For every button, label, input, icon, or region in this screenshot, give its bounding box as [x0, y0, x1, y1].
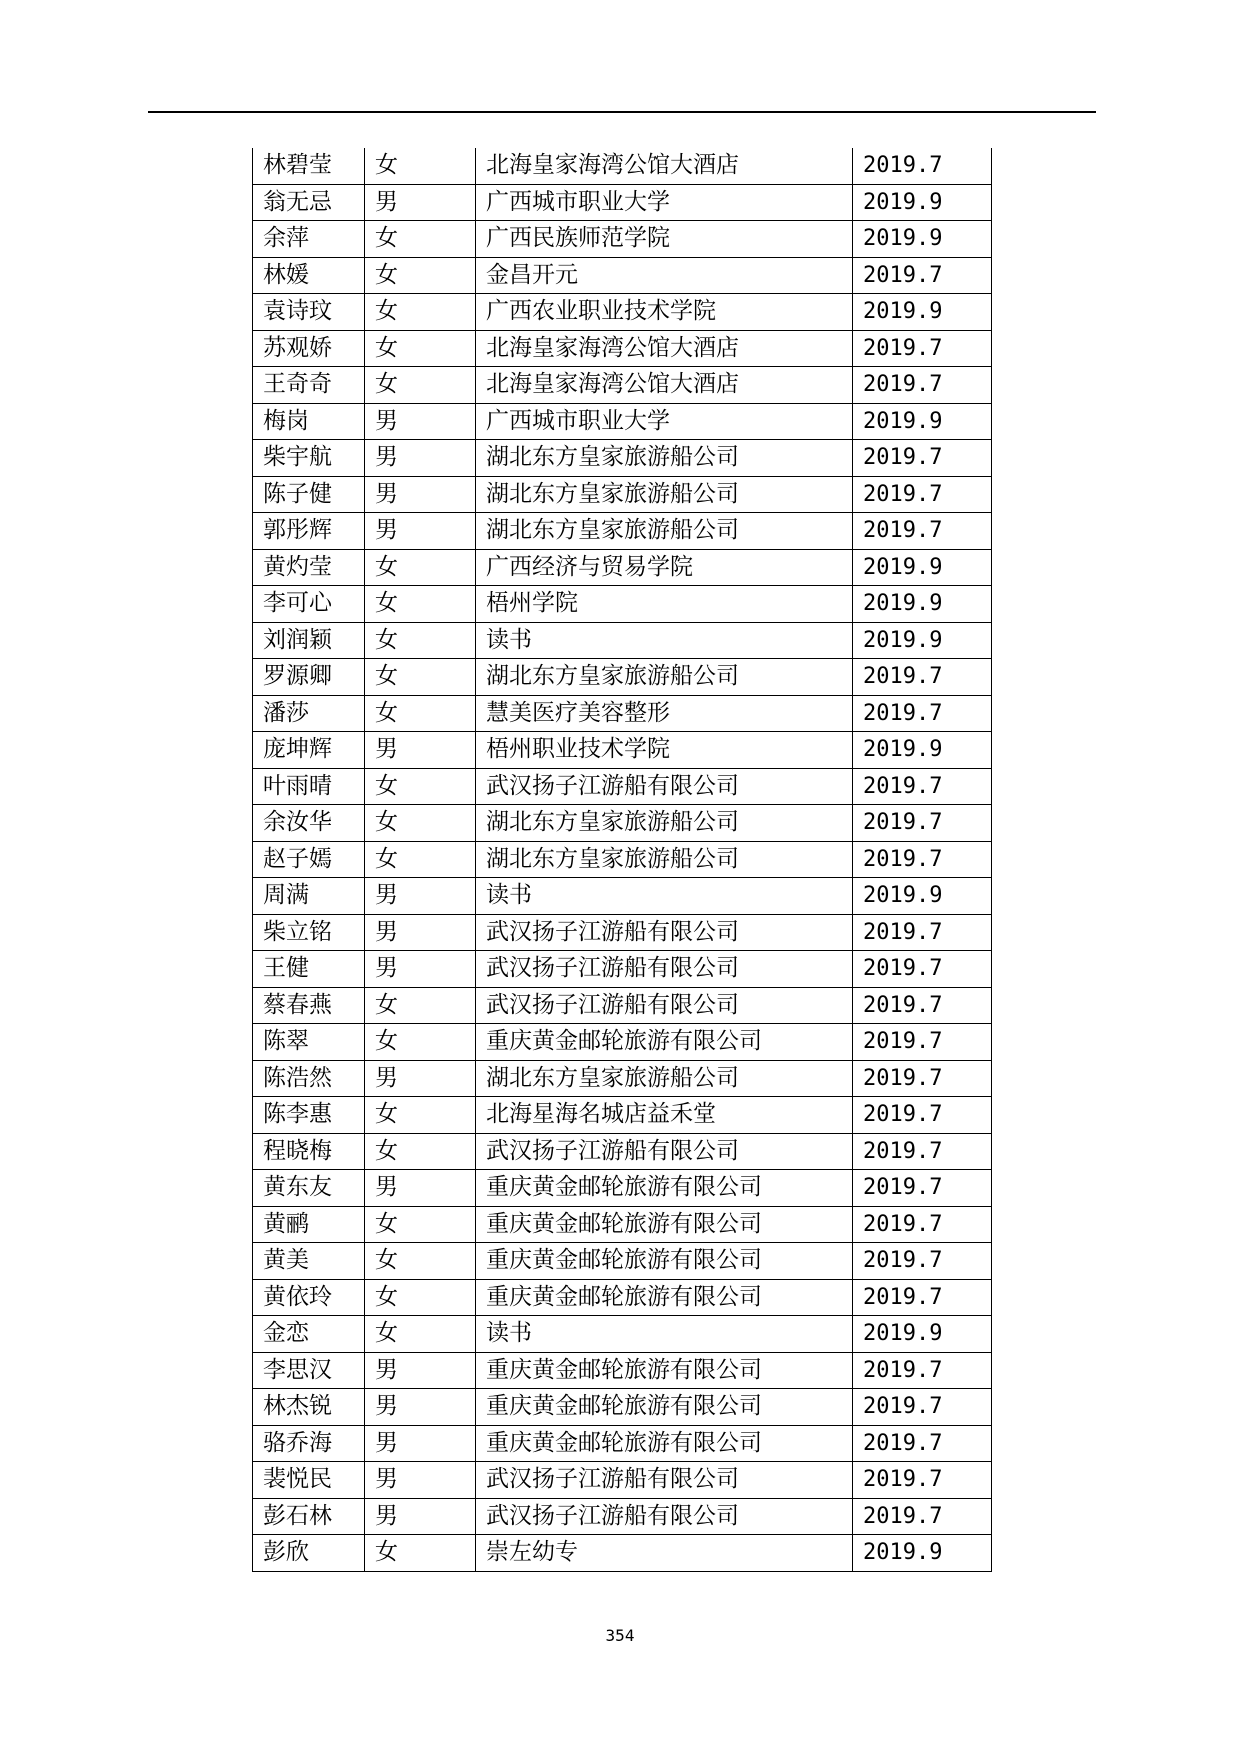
- cell-date: 2019.7: [853, 841, 992, 878]
- cell-date: 2019.9: [853, 549, 992, 586]
- cell-company: 北海皇家海湾公馆大酒店: [476, 367, 853, 404]
- cell-date: 2019.7: [853, 1498, 992, 1535]
- cell-gender: 女: [365, 1316, 476, 1353]
- table-row: [253, 403, 992, 440]
- cell-company: 武汉扬子江游船有限公司: [476, 951, 853, 988]
- employment-table-grid: [252, 148, 992, 1572]
- table-row: [253, 659, 992, 696]
- cell-date: 2019.7: [853, 513, 992, 550]
- table-row: [253, 1316, 992, 1353]
- cell-date: 2019.7: [853, 1389, 992, 1426]
- cell-name: 赵子嫣: [253, 841, 365, 878]
- cell-date: 2019.7: [853, 1279, 992, 1316]
- table-row: [253, 549, 992, 586]
- cell-name: 叶雨晴: [253, 768, 365, 805]
- cell-gender: 男: [365, 440, 476, 477]
- cell-gender: 女: [365, 294, 476, 331]
- cell-date: 2019.9: [853, 732, 992, 769]
- table-row: [253, 367, 992, 404]
- table-row: [253, 586, 992, 623]
- cell-name: 黄鹂: [253, 1206, 365, 1243]
- cell-company: 湖北东方皇家旅游船公司: [476, 513, 853, 550]
- cell-gender: 女: [365, 148, 476, 184]
- cell-date: 2019.9: [853, 622, 992, 659]
- cell-date: 2019.7: [853, 1170, 992, 1207]
- table-row: [253, 768, 992, 805]
- cell-company: 武汉扬子江游船有限公司: [476, 768, 853, 805]
- cell-date: 2019.9: [853, 221, 992, 258]
- cell-name: 彭石林: [253, 1498, 365, 1535]
- cell-gender: 男: [365, 1425, 476, 1462]
- cell-name: 刘润颖: [253, 622, 365, 659]
- cell-gender: 女: [365, 1024, 476, 1061]
- cell-gender: 女: [365, 221, 476, 258]
- cell-name: 骆乔海: [253, 1425, 365, 1462]
- cell-name: 黄美: [253, 1243, 365, 1280]
- table-row: [253, 805, 992, 842]
- cell-company: 重庆黄金邮轮旅游有限公司: [476, 1279, 853, 1316]
- page-number: 354: [605, 1626, 635, 1645]
- cell-name: 黄依玲: [253, 1279, 365, 1316]
- cell-name: 陈子健: [253, 476, 365, 513]
- cell-gender: 女: [365, 1535, 476, 1572]
- cell-company: 重庆黄金邮轮旅游有限公司: [476, 1170, 853, 1207]
- table-row: [253, 1535, 992, 1572]
- cell-name: 余萍: [253, 221, 365, 258]
- cell-company: 重庆黄金邮轮旅游有限公司: [476, 1425, 853, 1462]
- cell-company: 广西农业职业技术学院: [476, 294, 853, 331]
- cell-company: 重庆黄金邮轮旅游有限公司: [476, 1024, 853, 1061]
- cell-company: 武汉扬子江游船有限公司: [476, 1462, 853, 1499]
- cell-company: 广西城市职业大学: [476, 184, 853, 221]
- cell-date: 2019.9: [853, 403, 992, 440]
- cell-gender: 女: [365, 1279, 476, 1316]
- cell-name: 林碧莹: [253, 148, 365, 184]
- cell-company: 湖北东方皇家旅游船公司: [476, 841, 853, 878]
- table-row: [253, 841, 992, 878]
- cell-gender: 男: [365, 1170, 476, 1207]
- cell-company: 重庆黄金邮轮旅游有限公司: [476, 1352, 853, 1389]
- table-row: [253, 294, 992, 331]
- cell-name: 柴宇航: [253, 440, 365, 477]
- cell-company: 金昌开元: [476, 257, 853, 294]
- cell-name: 陈浩然: [253, 1060, 365, 1097]
- cell-gender: 女: [365, 549, 476, 586]
- cell-company: 湖北东方皇家旅游船公司: [476, 440, 853, 477]
- cell-name: 袁诗玟: [253, 294, 365, 331]
- cell-date: 2019.7: [853, 1243, 992, 1280]
- cell-name: 李可心: [253, 586, 365, 623]
- cell-company: 梧州学院: [476, 586, 853, 623]
- table-row: [253, 951, 992, 988]
- cell-company: 读书: [476, 878, 853, 915]
- table-row: [253, 221, 992, 258]
- cell-gender: 男: [365, 1462, 476, 1499]
- table-row: [253, 1498, 992, 1535]
- cell-date: 2019.7: [853, 1097, 992, 1134]
- table-row: [253, 257, 992, 294]
- cell-name: 裴悦民: [253, 1462, 365, 1499]
- cell-name: 周满: [253, 878, 365, 915]
- table-row: [253, 878, 992, 915]
- table-row: [253, 1133, 992, 1170]
- cell-date: 2019.7: [853, 659, 992, 696]
- table-row: [253, 476, 992, 513]
- cell-gender: 女: [365, 841, 476, 878]
- cell-date: 2019.7: [853, 768, 992, 805]
- cell-date: 2019.9: [853, 1316, 992, 1353]
- cell-company: 北海星海名城店益禾堂: [476, 1097, 853, 1134]
- cell-date: 2019.9: [853, 586, 992, 623]
- cell-company: 读书: [476, 622, 853, 659]
- cell-gender: 女: [365, 1133, 476, 1170]
- cell-date: 2019.7: [853, 1352, 992, 1389]
- cell-name: 梅岗: [253, 403, 365, 440]
- cell-name: 罗源卿: [253, 659, 365, 696]
- cell-name: 金恋: [253, 1316, 365, 1353]
- cell-name: 庞坤辉: [253, 732, 365, 769]
- header-rule: [148, 111, 1096, 113]
- cell-gender: 女: [365, 622, 476, 659]
- table-row: [253, 732, 992, 769]
- cell-company: 北海皇家海湾公馆大酒店: [476, 148, 853, 184]
- table-row: [253, 148, 992, 184]
- cell-company: 广西经济与贸易学院: [476, 549, 853, 586]
- cell-gender: 男: [365, 732, 476, 769]
- cell-date: 2019.9: [853, 878, 992, 915]
- cell-gender: 男: [365, 184, 476, 221]
- cell-date: 2019.7: [853, 1060, 992, 1097]
- cell-gender: 女: [365, 1243, 476, 1280]
- cell-date: 2019.7: [853, 257, 992, 294]
- table-row: [253, 513, 992, 550]
- table-row: [253, 1024, 992, 1061]
- cell-company: 读书: [476, 1316, 853, 1353]
- cell-date: 2019.9: [853, 1535, 992, 1572]
- cell-company: 北海皇家海湾公馆大酒店: [476, 330, 853, 367]
- cell-gender: 男: [365, 1352, 476, 1389]
- cell-date: 2019.7: [853, 1206, 992, 1243]
- cell-company: 武汉扬子江游船有限公司: [476, 1133, 853, 1170]
- cell-name: 黄东友: [253, 1170, 365, 1207]
- table-row: [253, 1097, 992, 1134]
- employment-table: [252, 148, 992, 1572]
- table-row: [253, 622, 992, 659]
- cell-gender: 女: [365, 695, 476, 732]
- cell-company: 武汉扬子江游船有限公司: [476, 1498, 853, 1535]
- cell-gender: 女: [365, 659, 476, 696]
- table-row: [253, 695, 992, 732]
- cell-name: 翁无忌: [253, 184, 365, 221]
- table-row: [253, 440, 992, 477]
- cell-company: 广西民族师范学院: [476, 221, 853, 258]
- cell-date: 2019.7: [853, 987, 992, 1024]
- cell-company: 慧美医疗美容整形: [476, 695, 853, 732]
- cell-date: 2019.7: [853, 914, 992, 951]
- cell-company: 湖北东方皇家旅游船公司: [476, 1060, 853, 1097]
- table-row: [253, 987, 992, 1024]
- table-row: [253, 330, 992, 367]
- cell-gender: 女: [365, 1097, 476, 1134]
- cell-date: 2019.7: [853, 1133, 992, 1170]
- table-row: [253, 1352, 992, 1389]
- cell-gender: 男: [365, 914, 476, 951]
- cell-name: 林杰锐: [253, 1389, 365, 1426]
- cell-gender: 男: [365, 476, 476, 513]
- table-row: [253, 1060, 992, 1097]
- cell-company: 重庆黄金邮轮旅游有限公司: [476, 1206, 853, 1243]
- cell-date: 2019.7: [853, 440, 992, 477]
- cell-name: 王健: [253, 951, 365, 988]
- cell-gender: 男: [365, 513, 476, 550]
- cell-gender: 男: [365, 951, 476, 988]
- cell-company: 重庆黄金邮轮旅游有限公司: [476, 1389, 853, 1426]
- cell-date: 2019.7: [853, 695, 992, 732]
- table-body: [253, 148, 992, 1571]
- cell-company: 湖北东方皇家旅游船公司: [476, 476, 853, 513]
- cell-gender: 男: [365, 1060, 476, 1097]
- cell-date: 2019.7: [853, 330, 992, 367]
- cell-gender: 女: [365, 805, 476, 842]
- cell-name: 陈李惠: [253, 1097, 365, 1134]
- cell-company: 武汉扬子江游船有限公司: [476, 987, 853, 1024]
- cell-name: 程晓梅: [253, 1133, 365, 1170]
- cell-date: 2019.7: [853, 951, 992, 988]
- cell-name: 王奇奇: [253, 367, 365, 404]
- cell-gender: 女: [365, 330, 476, 367]
- cell-date: 2019.7: [853, 805, 992, 842]
- cell-gender: 男: [365, 403, 476, 440]
- cell-company: 湖北东方皇家旅游船公司: [476, 659, 853, 696]
- cell-date: 2019.7: [853, 1462, 992, 1499]
- cell-company: 武汉扬子江游船有限公司: [476, 914, 853, 951]
- cell-date: 2019.7: [853, 476, 992, 513]
- cell-date: 2019.7: [853, 367, 992, 404]
- table-row: [253, 1243, 992, 1280]
- cell-name: 李思汉: [253, 1352, 365, 1389]
- cell-gender: 女: [365, 257, 476, 294]
- table-row: [253, 1462, 992, 1499]
- cell-name: 苏观娇: [253, 330, 365, 367]
- cell-name: 林媛: [253, 257, 365, 294]
- cell-company: 湖北东方皇家旅游船公司: [476, 805, 853, 842]
- table-row: [253, 1279, 992, 1316]
- cell-company: 广西城市职业大学: [476, 403, 853, 440]
- table-row: [253, 1206, 992, 1243]
- cell-date: 2019.7: [853, 1024, 992, 1061]
- table-row: [253, 1425, 992, 1462]
- cell-name: 蔡春燕: [253, 987, 365, 1024]
- cell-company: 崇左幼专: [476, 1535, 853, 1572]
- cell-gender: 女: [365, 768, 476, 805]
- table-row: [253, 184, 992, 221]
- cell-date: 2019.7: [853, 1425, 992, 1462]
- cell-company: 重庆黄金邮轮旅游有限公司: [476, 1243, 853, 1280]
- cell-date: 2019.9: [853, 294, 992, 331]
- cell-gender: 女: [365, 987, 476, 1024]
- cell-name: 陈翠: [253, 1024, 365, 1061]
- cell-gender: 男: [365, 1498, 476, 1535]
- cell-name: 余汝华: [253, 805, 365, 842]
- table-row: [253, 1170, 992, 1207]
- cell-name: 郭彤辉: [253, 513, 365, 550]
- cell-date: 2019.7: [853, 148, 992, 184]
- table-row: [253, 1389, 992, 1426]
- cell-company: 梧州职业技术学院: [476, 732, 853, 769]
- cell-name: 潘莎: [253, 695, 365, 732]
- cell-gender: 女: [365, 367, 476, 404]
- cell-name: 柴立铭: [253, 914, 365, 951]
- cell-gender: 男: [365, 1389, 476, 1426]
- cell-gender: 女: [365, 1206, 476, 1243]
- cell-gender: 女: [365, 586, 476, 623]
- cell-name: 彭欣: [253, 1535, 365, 1572]
- cell-date: 2019.9: [853, 184, 992, 221]
- cell-name: 黄灼莹: [253, 549, 365, 586]
- cell-gender: 男: [365, 878, 476, 915]
- table-row: [253, 914, 992, 951]
